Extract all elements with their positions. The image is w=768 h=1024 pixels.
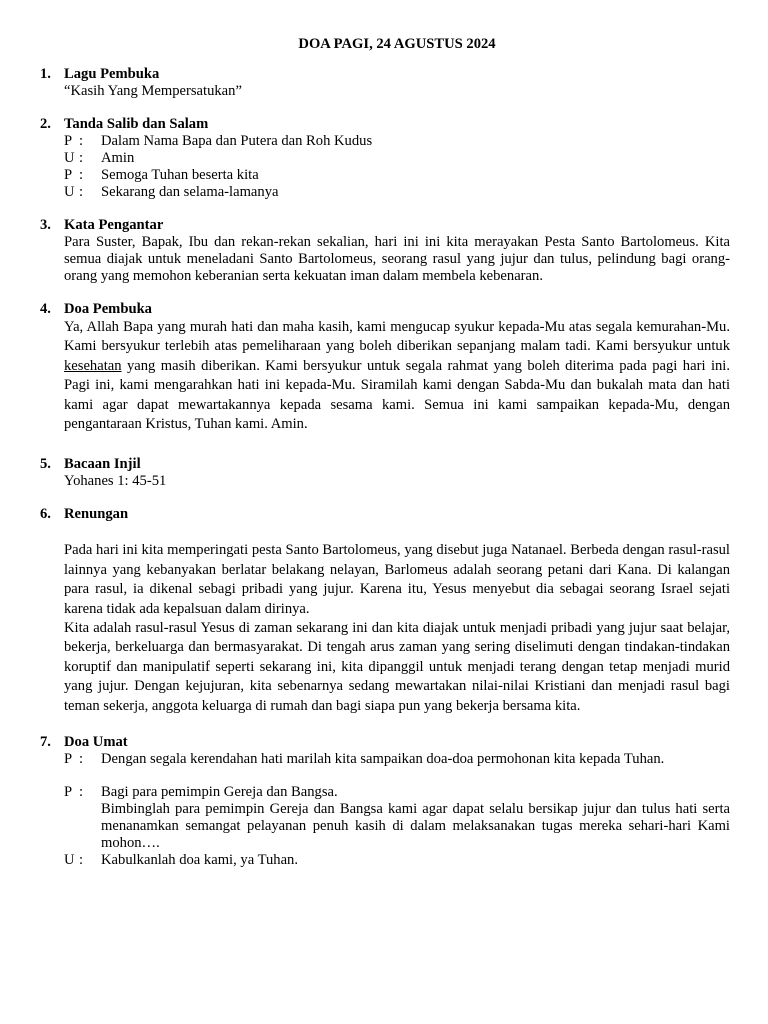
- speaker-separator: :: [79, 133, 84, 149]
- speaker-separator: :: [79, 167, 84, 183]
- section-number: 4.: [40, 301, 51, 317]
- dialog-text: Semoga Tuhan beserta kita: [101, 167, 259, 183]
- section-heading: Kata Pengantar: [64, 217, 164, 233]
- speaker-separator: :: [79, 150, 84, 166]
- speaker-label: U: [64, 184, 75, 200]
- section-number: 2.: [40, 116, 51, 132]
- section-heading: Renungan: [64, 506, 129, 523]
- introduction-paragraph: Para Suster, Bapak, Ibu dan rekan-rekan sekalian, hari ini ini kita merayakan Pesta Santo Bartolomeus. Kita semua diajak untuk meneladani Santo Bartolomeus, seorang rasul yang jujur dan tulus, pelindung bagi orang-orang yang memohon keberanian serta kekuatan iman dalam membela kebenaran.: [64, 234, 730, 284]
- gospel-reference: Yohanes 1: 45-51: [64, 473, 167, 490]
- petition-title: Bagi para pemimpin Gereja dan Bangsa.: [101, 784, 338, 801]
- dialog-line: [64, 133, 730, 150]
- section-heading: Tanda Salib dan Salam: [64, 116, 209, 132]
- speaker-label: U: [64, 852, 75, 869]
- speaker-separator: :: [79, 751, 84, 768]
- dialog-line: [64, 751, 730, 768]
- section-doa-pembuka: [40, 301, 730, 434]
- dialog-text: Dengan segala kerendahan hati marilah kita sampaikan doa-doa permohonan kita kepada Tuhan.: [101, 751, 665, 768]
- section-number: 6.: [40, 506, 51, 523]
- speaker-label: P: [64, 167, 73, 183]
- dialog-line: [64, 184, 730, 201]
- speaker-label: P: [64, 751, 73, 768]
- prayer-text-part: yang masih diberikan. Kami bersyukur untuk segala rahmat yang boleh diterima pada pagi hari ini. Pagi ini, kami mengarahkan hati ini kepada-Mu. Siramilah kami dengan Sabda-Mu dan bukalah mata dan hati kami agar dapat mewartakannya kepada sesama kami. Semua ini kami sampaikan kepada-Mu, dengan pengantaraan Kristus, Tuhan kami. Amin.: [64, 357, 730, 433]
- dialog-text: Sekarang dan selama-lamanya: [101, 184, 279, 200]
- petition-body: Bimbinglah para pemimpin Gereja dan Bangsa kami agar dapat selalu bersikap jujur dan tulus hati serta menanamkan semangat pelayanan penuh kasih di dalam melaksanakan tugas mereka sehari-hari Kami mohon….: [101, 801, 730, 852]
- section-kata-pengantar: [40, 217, 730, 285]
- reflection-paragraph: Kita adalah rasul-rasul Yesus di zaman sekarang ini dan kita diajak untuk menjadi pribadi yang jujur saat belajar, bekerja, berkeluarga dan bermasyarakat. Di tengah arus zaman yang sering diselimuti dengan tindakan-tindakan koruptif dan manipulatif seperti sekarang ini, kita dipanggil untuk menjadi terang dengan tetap menjadi murid yang jujur. Dengan kejujuran, kita sebenarnya sedang mewartakan nilai-nilai Kristiani dan menjadi rasul bagi teman sekerja, anggota keluarga di rumah dan bagi siapa pun yang bekerja bersama kita.: [64, 620, 730, 714]
- section-bacaan-injil: [40, 456, 730, 490]
- section-lagu-pembuka: [40, 66, 730, 100]
- opening-prayer-paragraph: [64, 318, 730, 434]
- petition-block: [64, 784, 730, 852]
- section-number: 5.: [40, 456, 51, 473]
- section-heading: Doa Umat: [64, 734, 128, 751]
- section-tanda-salib: [40, 116, 730, 201]
- dialog-line: [64, 852, 730, 869]
- dialog-line: [64, 167, 730, 184]
- underlined-word: kesehatan: [64, 357, 122, 374]
- speaker-label: P: [64, 784, 73, 801]
- section-number: 7.: [40, 734, 51, 751]
- dialog-line: [64, 150, 730, 167]
- section-renungan: [40, 506, 730, 716]
- speaker-separator: :: [79, 852, 84, 869]
- reflection-paragraph: Pada hari ini kita memperingati pesta Santo Bartolomeus, yang disebut juga Natanael. Berbeda dengan rasul-rasul lainnya yang kebanyakan berlatar belakang nelayan, Barlomeus adalah seorang petani dari Kana. Di kalangan para rasul, ia dikenal sebagi pribadi yang jujur. Karena itu, Yesus menyebut dia sebagai seorang Israel sejati karena tidak ada kepalsuan dalam dirinya.: [64, 542, 730, 617]
- speaker-separator: :: [79, 184, 84, 200]
- section-heading: Lagu Pembuka: [64, 66, 160, 82]
- speaker-label: P: [64, 133, 73, 149]
- section-number: 3.: [40, 217, 51, 233]
- speaker-label: U: [64, 150, 75, 166]
- speaker-separator: :: [79, 784, 84, 801]
- document-title: DOA PAGI, 24 AGUSTUS 2024: [298, 36, 496, 52]
- song-title: “Kasih Yang Mempersatukan”: [64, 83, 242, 99]
- dialog-text: Dalam Nama Bapa dan Putera dan Roh Kudus: [101, 133, 373, 149]
- dialog-text: Kabulkanlah doa kami, ya Tuhan.: [101, 852, 298, 869]
- document-page: [40, 34, 730, 869]
- section-number: 1.: [40, 66, 51, 82]
- prayer-text-part: Ya, Allah Bapa yang murah hati dan maha kasih, kami mengucap syukur kepada-Mu atas segala kemurahan-Mu. Kami bersyukur terlebih atas pemeliharaan yang boleh diberikan sepanjang malam tadi. Kami bersyukur untuk: [64, 319, 730, 355]
- dialog-text: Amin: [101, 150, 135, 166]
- section-doa-umat: [40, 734, 730, 869]
- section-heading: Doa Pembuka: [64, 301, 152, 317]
- section-heading: Bacaan Injil: [64, 456, 141, 473]
